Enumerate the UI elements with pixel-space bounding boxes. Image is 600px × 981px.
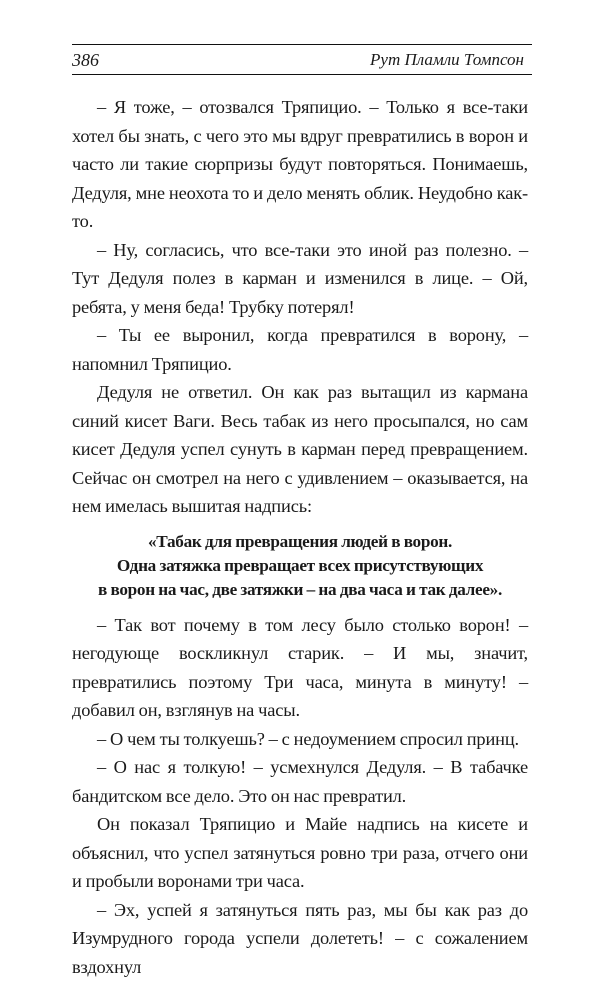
paragraph: – О чем ты толкуешь? – с недоумением спросил принц. <box>72 725 528 754</box>
paragraph: – Так вот почему в том лесу было столько ворон! – негодующе воскликнул старик. – И мы, значит, превратились поэтому Три часа, минута в минуту! – добавил он, взглянув на часы. <box>72 611 528 725</box>
paragraph: Он показал Тряпицио и Майе надпись на кисете и объяснил, что успел затянуться ровно три раза, отчего они и пробыли воронами три часа. <box>72 810 528 896</box>
paragraph: – Ну, согласись, что все-таки это иной раз полезно. – Тут Дедуля полез в карман и изменился в лице. – Ой, ребята, у меня беда! Трубку потерял! <box>72 236 528 322</box>
inscription-line: в ворон на час, две затяжки – на два часа и так далее». <box>72 578 528 602</box>
paragraph: – О нас я толкую! – усмехнулся Дедуля. – В табачке бандитском все дело. Это он нас превратил. <box>72 753 528 810</box>
paragraph: Дедуля не ответил. Он как раз вытащил из кармана синий кисет Ваги. Весь табак из него просыпался, но сам кисет Дедуля успел сунуть в карман перед превращением. Сейчас он смотрел на него с удивлением – оказывается, на нем имелась вышитая надпись: <box>72 378 528 521</box>
pouch-inscription <box>72 530 528 602</box>
body-text <box>72 93 528 981</box>
running-head <box>72 44 532 75</box>
inscription-line: «Табак для превращения людей в ворон. <box>72 530 528 554</box>
paragraph: – Я тоже, – отозвался Тряпицио. – Только я все-таки хотел бы знать, с чего это мы вдруг превратились в ворон и часто ли такие сюрпризы будут повторяться. Понимаешь, Дедуля, мне неохота то и дело менять облик. Неудобно как-то. <box>72 93 528 236</box>
running-title-author: Рут Пламли Томпсон <box>370 50 524 70</box>
paragraph: – Эх, успей я затянуться пять раз, мы бы как раз до Изумрудного города успели долететь! – с сожалением вздохнул <box>72 896 528 981</box>
page-number: 386 <box>72 50 99 70</box>
book-page <box>72 0 532 877</box>
inscription-line: Одна затяжка превращает всех присутствующих <box>72 554 528 578</box>
paragraph: – Ты ее выронил, когда превратился в ворону, – напомнил Тряпицио. <box>72 321 528 378</box>
